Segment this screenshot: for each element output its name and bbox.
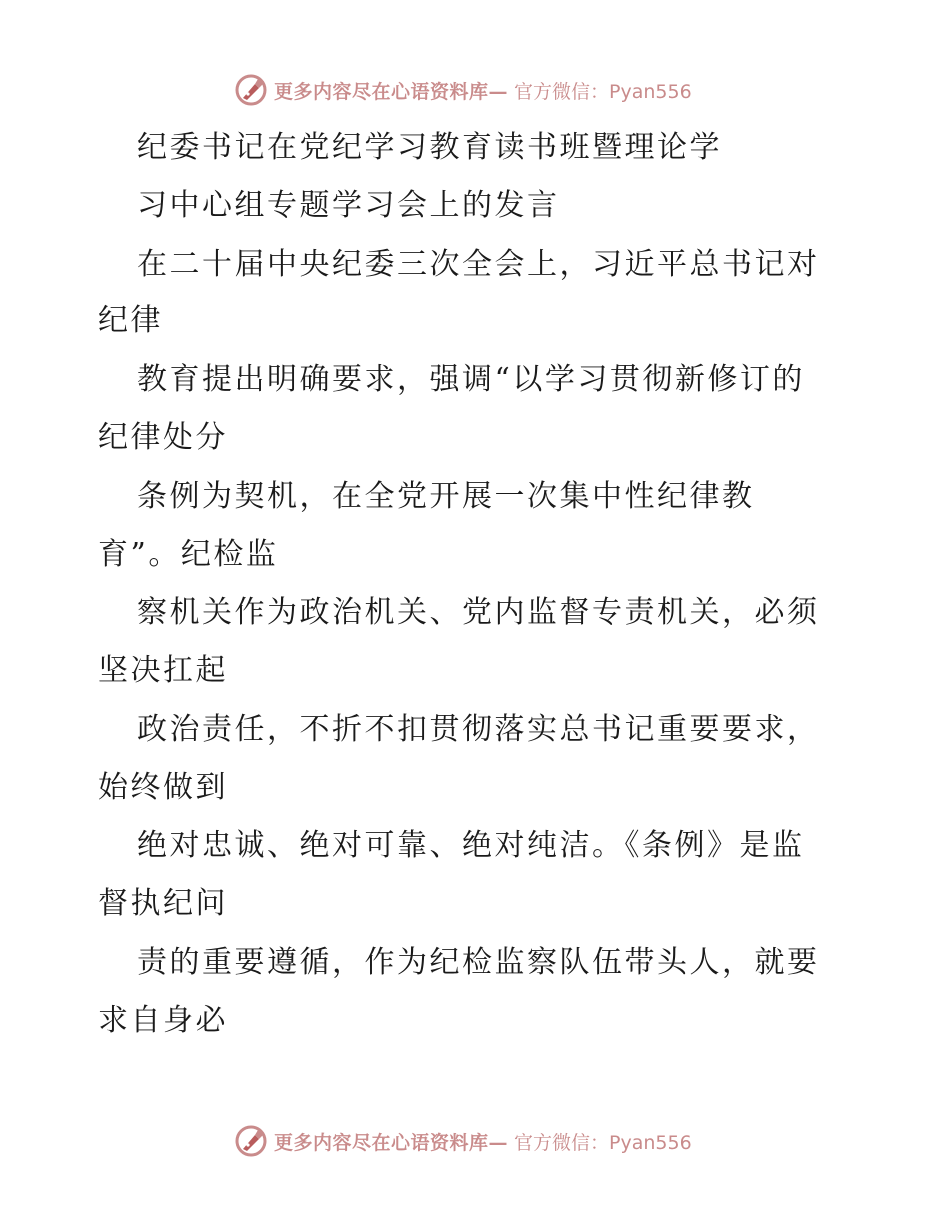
document-title-line-1: 纪委书记在党纪学习教育读书班暨理论学	[137, 130, 722, 165]
watermark-site-text: 更多内容尽在心语资料库—	[274, 80, 509, 103]
document-title-line-2: 习中心组专题学习会上的发言	[137, 188, 560, 223]
body-line: 条例为契机，在全党开展一次集中性纪律教	[137, 479, 755, 514]
body-line: 督执纪问	[98, 886, 228, 921]
body-line: 察机关作为政治机关、党内监督专责机关，必须	[137, 595, 820, 630]
pen-nib-logo-icon	[234, 1124, 268, 1158]
body-line: 在二十届中央纪委三次全会上，习近平总书记对	[137, 247, 820, 282]
body-line: 始终做到	[98, 770, 228, 805]
body-line: 坚决扛起	[98, 653, 228, 688]
body-line: 教育提出明确要求，强调“以学习贯彻新修订的	[137, 362, 805, 397]
body-line: 纪律处分	[98, 420, 228, 455]
body-line: 政治责任，不折不扣贯彻落实总书记重要要求，	[137, 712, 820, 747]
watermark-wechat-text: 官方微信：Pyan556	[514, 80, 692, 103]
pen-nib-logo-icon	[234, 73, 268, 107]
body-line: 纪律	[98, 303, 163, 338]
body-line: 责的重要遵循，作为纪检监察队伍带头人，就要	[137, 945, 820, 980]
body-line: 绝对忠诚、绝对可靠、绝对纯洁。《条例》是监	[137, 828, 805, 863]
body-line: 育”。纪检监	[98, 537, 279, 572]
footer-watermark	[234, 1121, 692, 1161]
body-line: 求自身必	[98, 1003, 228, 1038]
header-watermark	[234, 70, 692, 110]
watermark-site-text: 更多内容尽在心语资料库—	[274, 1131, 509, 1154]
watermark-wechat-text: 官方微信：Pyan556	[514, 1131, 692, 1154]
